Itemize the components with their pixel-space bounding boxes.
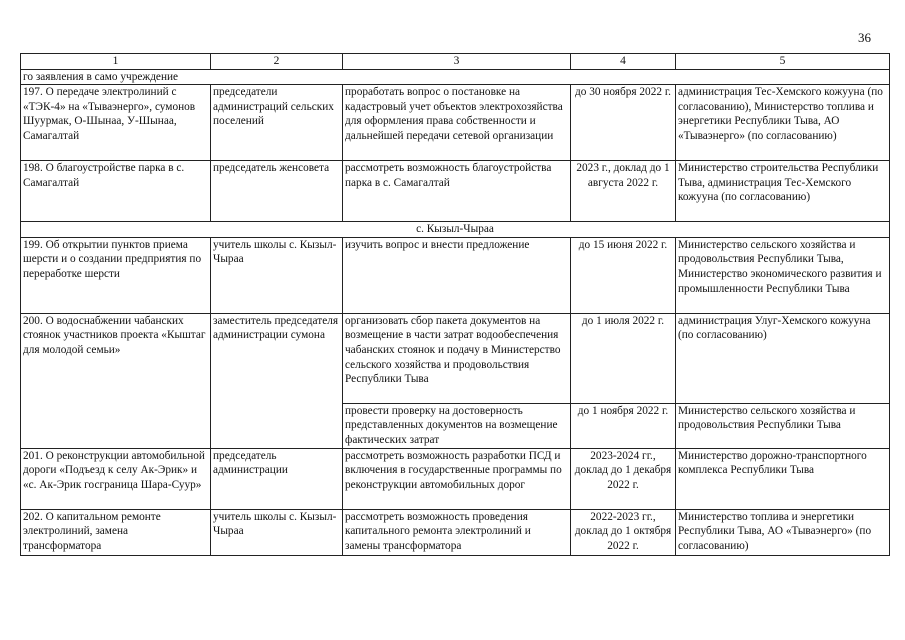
column-header: 3 xyxy=(343,54,571,70)
column-header: 5 xyxy=(676,54,890,70)
deadline-cell: до 30 ноября 2022 г. xyxy=(571,85,676,161)
action-cell: организовать сбор пакета документов на возмещение в части затрат водообеспечения чабанских стоянок и подачу в Министерство сельского хозяйства и продовольствия Республики Тыва xyxy=(343,313,571,403)
action-cell: рассмотреть возможность проведения капитального ремонта электролиний и замены трансформатора xyxy=(343,509,571,555)
issue-cell: 202. О капитальном ремонте электролиний, замена трансформатора xyxy=(21,509,211,555)
continuation-row xyxy=(21,69,890,85)
action-cell: изучить вопрос и внести предложение xyxy=(343,237,571,313)
executor-cell: Министерство сельского хозяйства и продовольствия Республики Тыва xyxy=(676,403,890,448)
table-row xyxy=(21,85,890,161)
table-row xyxy=(21,161,890,222)
table-row xyxy=(21,237,890,313)
column-header: 2 xyxy=(211,54,343,70)
page-number: 36 xyxy=(858,30,871,45)
continuation-text: го заявления в само учреждение xyxy=(21,69,890,85)
executor-cell: администрация Улуг-Хемского кожууна (по согласованию) xyxy=(676,313,890,403)
column-header: 4 xyxy=(571,54,676,70)
executor-cell: Министерство строительства Республики Тыва, администрация Тес-Хемского кожууна (по согласованию) xyxy=(676,161,890,222)
deadline-cell: 2023 г., доклад до 1 августа 2022 г. xyxy=(571,161,676,222)
deadline-cell: 2022-2023 гг., доклад до 1 октября 2022 г. xyxy=(571,509,676,555)
issue-cell: 198. О благоустройстве парка в с. Самагалтай xyxy=(21,161,211,222)
executor-cell: администрация Тес-Хемского кожууна (по согласованию), Министерство топлива и энергетики Республики Тыва, АО «Тываэнерго» (по согласованию) xyxy=(676,85,890,161)
action-cell: провести проверку на достоверность представленных документов на возмещение фактических затрат xyxy=(343,403,571,448)
column-header: 1 xyxy=(21,54,211,70)
issue-cell: 201. О реконструкции автомобильной дороги «Подъезд к селу Ак-Эрик» и «с. Ак-Эрик госграница Шара-Суур» xyxy=(21,448,211,509)
issue-cell: 199. Об открытии пунктов приема шерсти и о создании предприятия по переработке шерсти xyxy=(21,237,211,313)
plan-table xyxy=(20,53,890,556)
deadline-cell: 2023-2024 гг., доклад до 1 декабря 2022 г. xyxy=(571,448,676,509)
responsible-cell: заместитель председателя администрации сумона xyxy=(211,313,343,448)
table-row xyxy=(21,448,890,509)
issue-cell: 200. О водоснабжении чабанских стоянок участников проекта «Кыштаг для молодой семьи» xyxy=(21,313,211,448)
action-cell: проработать вопрос о постановке на кадастровый учет объектов электрохозяйства для оформления права собственности и дальнейшей передачи сетевой организации xyxy=(343,85,571,161)
deadline-cell: до 1 июля 2022 г. xyxy=(571,313,676,403)
issue-cell: 197. О передаче электролиний с «ТЭК-4» на «Тываэнерго», сумонов Шуурмак, О-Шынаа, У-Шынаа, Самагалтай xyxy=(21,85,211,161)
responsible-cell: учитель школы с. Кызыл-Чыраа xyxy=(211,237,343,313)
action-cell: рассмотреть возможность благоустройства парка в с. Самагалтай xyxy=(343,161,571,222)
responsible-cell: председатель администрации xyxy=(211,448,343,509)
column-header-row xyxy=(21,54,890,70)
section-row xyxy=(21,222,890,238)
executor-cell: Министерство сельского хозяйства и продовольствия Республики Тыва, Министерство экономического развития и промышленности Республики Тыва xyxy=(676,237,890,313)
responsible-cell: председатель женсовета xyxy=(211,161,343,222)
executor-cell: Министерство дорожно-транспортного комплекса Республики Тыва xyxy=(676,448,890,509)
table-row xyxy=(21,313,890,403)
deadline-cell: до 15 июня 2022 г. xyxy=(571,237,676,313)
executor-cell: Министерство топлива и энергетики Республики Тыва, АО «Тываэнерго» (по согласованию) xyxy=(676,509,890,555)
responsible-cell: председатели администраций сельских поселений xyxy=(211,85,343,161)
table-row xyxy=(21,509,890,555)
responsible-cell: учитель школы с. Кызыл-Чыраа xyxy=(211,509,343,555)
section-title: с. Кызыл-Чыраа xyxy=(21,222,890,238)
deadline-cell: до 1 ноября 2022 г. xyxy=(571,403,676,448)
action-cell: рассмотреть возможность разработки ПСД и включения в государственные программы по реконструкции автомобильных дорог xyxy=(343,448,571,509)
